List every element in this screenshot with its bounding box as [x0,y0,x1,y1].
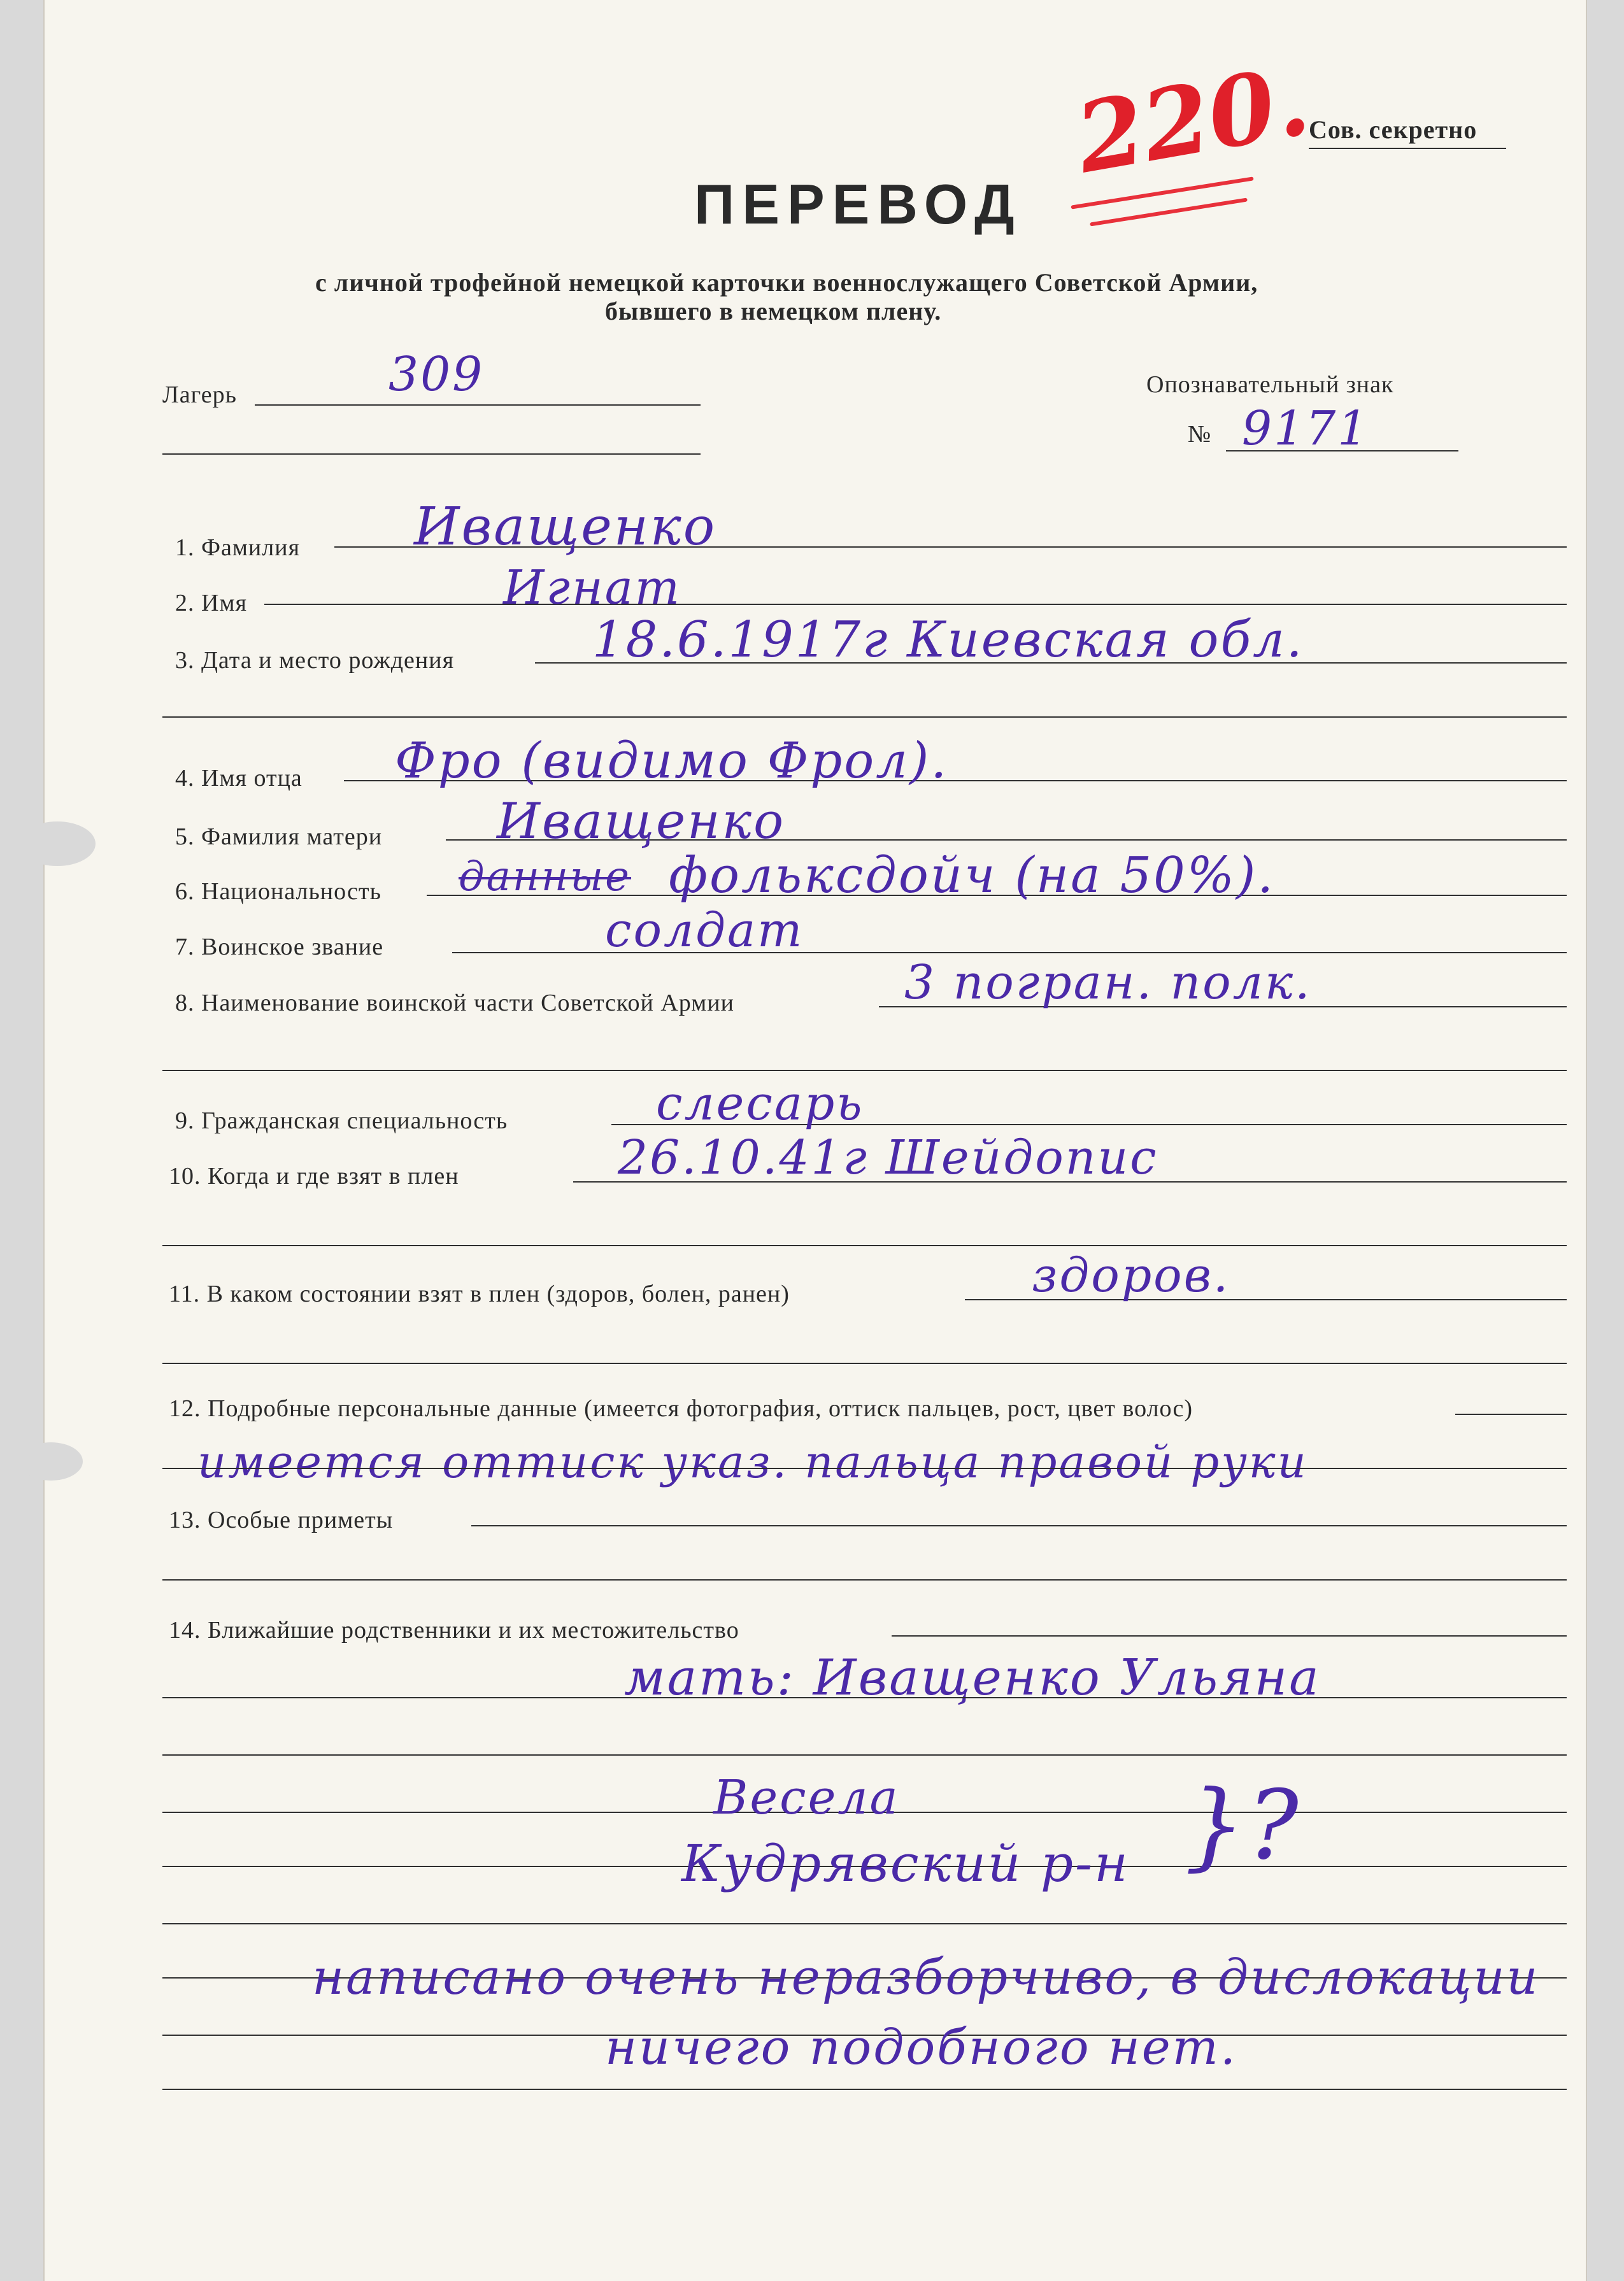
field-12-value: имеется оттиск указ. пальца правой руки [197,1436,1308,1488]
field-6-struck-value: данные [459,853,632,900]
field-12-rule-2 [162,1468,1567,1469]
camp-label: Лагерь [162,381,237,408]
document-subtitle-line2: бывшего в немецком плену. [605,297,942,325]
id-tag-value: 9171 [1242,401,1370,456]
field-11-label: 11. В каком состоянии взят в плен (здоров, болен, ранен) [169,1281,790,1307]
field-4-value: Фро (видимо Фрол). [395,732,949,790]
id-tag-number-label: № [1188,421,1212,448]
field-13-rule-2 [162,1579,1567,1581]
torn-notch-lower [19,1442,83,1481]
field-13-rule [471,1525,1567,1526]
field-4-label: 4. Имя отца [175,765,303,792]
field-12-label: 12. Подробные персональные данные (имеется фотография, оттиск пальцев, рост, цвет волос) [169,1395,1193,1422]
note-line2: ничего подобного нет. [605,2019,1237,2075]
relatives-location-line2: Кудрявский р-н [681,1834,1130,1893]
field-8-rule-2 [162,1070,1567,1071]
field-8-value: 3 погран. полк. [904,955,1312,1010]
camp-rule [255,404,701,406]
field-13-label: 13. Особые приметы [169,1507,394,1533]
field-14-rule-9 [162,2089,1567,2090]
field-1-label: 1. Фамилия [175,534,301,561]
note-line1: написано очень неразборчиво, в дислокации [312,1949,1540,2005]
torn-notch-upper [19,821,96,866]
camp-rule-2 [162,453,701,455]
field-6-value: фольксдойч (на 50%). [669,847,1276,904]
document-subtitle-line1: с личной трофейной немецкой карточки военнослужащего Советской Армии, [315,268,1258,297]
field-6-label: 6. Национальность [175,878,381,905]
field-14-value: мать: Иващенко Ульяна [624,1649,1321,1707]
field-14-label: 14. Ближайшие родственники и их местожительство [169,1617,739,1644]
classification-underline [1309,148,1506,149]
field-14-rule-3 [162,1754,1567,1756]
camp-value: 309 [388,347,485,402]
document-sheet [45,0,1586,2281]
field-7-label: 7. Воинское звание [175,934,384,960]
field-10-label: 10. Когда и где взят в плен [169,1163,459,1190]
field-3-value: 18.6.1917г Киевская обл. [592,611,1304,669]
field-12-rule [1455,1414,1567,1415]
field-10-value: 26.10.41г Шейдопис [618,1130,1158,1185]
relatives-question-brace: }? [1185,1770,1300,1881]
field-14-rule-2 [162,1697,1567,1698]
classification-label: Сов. секретно [1309,115,1478,144]
field-1-value: Иващенко [414,497,717,557]
field-3-rule-2 [162,716,1567,718]
field-5-value: Иващенко [497,793,786,850]
relatives-location-line1: Весела [713,1770,900,1825]
field-11-rule-2 [162,1363,1567,1364]
red-stamp-number: 220. [1068,44,1317,195]
document-title: ПЕРЕВОД [694,173,1022,236]
field-9-value: слесарь [656,1076,864,1131]
field-10-rule-2 [162,1245,1567,1246]
id-tag-label: Опознавательный знак [1146,371,1394,398]
field-5-label: 5. Фамилия матери [175,823,383,850]
field-7-value: солдат [605,903,804,958]
field-2-label: 2. Имя [175,590,247,616]
field-3-label: 3. Дата и место рождения [175,647,455,674]
field-8-label: 8. Наименование воинской части Советской Армии [175,990,734,1016]
field-9-label: 9. Гражданская специальность [175,1107,508,1134]
field-14-rule [892,1635,1567,1637]
field-14-rule-6 [162,1923,1567,1924]
field-11-value: здоров. [1032,1248,1230,1303]
field-2-rule [264,604,1567,605]
field-2-value: Игнат [503,560,681,615]
